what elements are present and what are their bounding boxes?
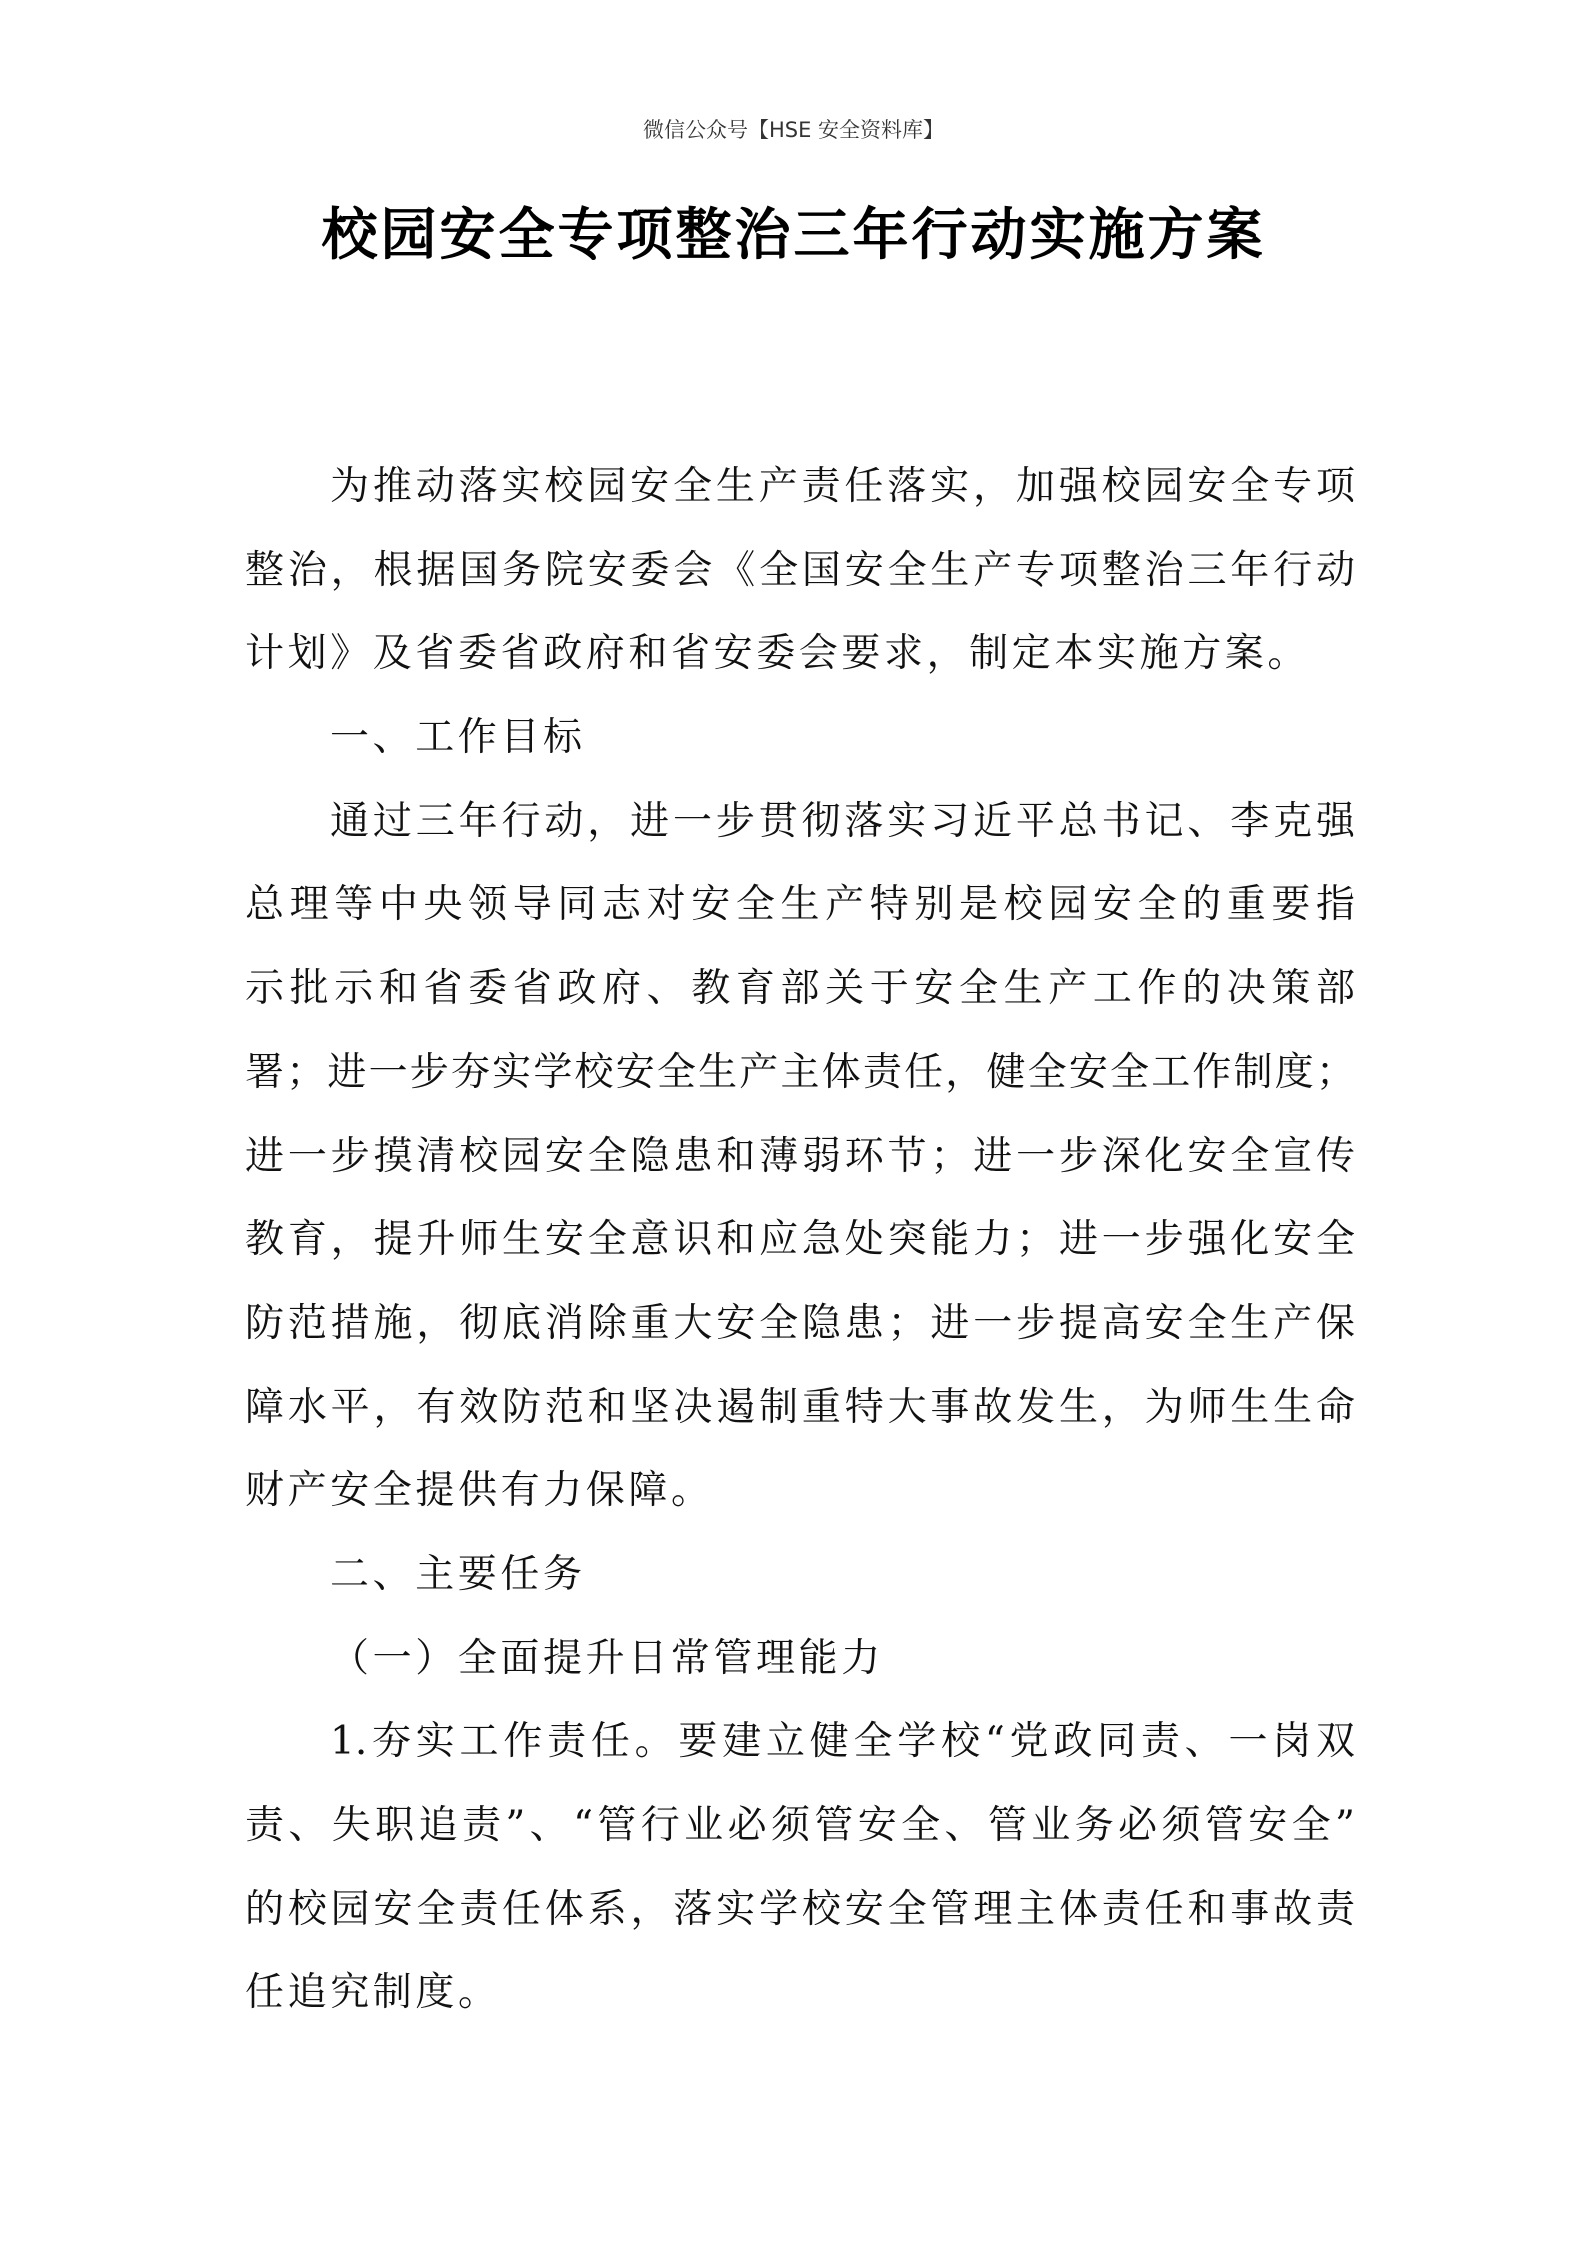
section-heading: 一、工作目标 (330, 715, 586, 761)
intro-line: 整治，根据国务院安委会《全国安全生产专项整治三年行动 (245, 547, 1355, 593)
section-heading: 二、主要任务 (330, 1551, 586, 1597)
goals-line: 教育，提升师生安全意识和应急处突能力；进一步强化安全 (245, 1217, 1355, 1263)
document-body (245, 445, 1355, 2035)
goals-line: 示批示和省委省政府、教育部关于安全生产工作的决策部 (245, 966, 1355, 1012)
goals-line: 进一步摸清校园安全隐患和薄弱环节；进一步深化安全宣传 (245, 1133, 1355, 1179)
intro-line: 为推动落实校园安全生产责任落实，加强校园安全专项 (330, 464, 1355, 509)
goals-paragraph (245, 780, 1355, 1533)
item-1-line: 1.夯实工作责任。要建立健全学校“党政同责、一岗双 (330, 1719, 1355, 1765)
source-label: 微信公众号【HSE 安全资料库】 (642, 118, 945, 142)
item-1-line: 的校园安全责任体系，落实学校安全管理主体责任和事故责 (245, 1886, 1355, 1932)
goals-line: 障水平，有效防范和坚决遏制重特大事故发生，为师生生命 (245, 1384, 1355, 1430)
subsection-heading-daily-management (245, 1617, 1355, 1701)
section-heading-goals (245, 696, 1355, 780)
document-title: 校园安全专项整治三年行动实施方案 (321, 202, 1266, 268)
item-1-line: 责、失职追责”、“管行业必须管安全、管业务必须管安全” (245, 1803, 1355, 1848)
goals-line: 总理等中央领导同志对安全生产特别是校园安全的重要指 (245, 882, 1355, 928)
goals-line: 防范措施，彻底消除重大安全隐患；进一步提高安全生产保 (245, 1300, 1355, 1346)
intro-line: 计划》及省委省政府和省安委会要求，制定本实施方案。 (245, 631, 1311, 677)
subsection-heading: （一）全面提升日常管理能力 (330, 1635, 884, 1681)
goals-line: 署；进一步夯实学校安全生产主体责任，健全安全工作制度； (245, 1049, 1355, 1095)
section-heading-tasks (245, 1533, 1355, 1617)
item-1-paragraph (245, 1700, 1355, 2035)
item-1-line: 任追究制度。 (245, 1970, 501, 2016)
goals-line: 通过三年行动，进一步贯彻落实习近平总书记、李克强 (330, 798, 1355, 844)
goals-line: 财产安全提供有力保障。 (245, 1468, 714, 1514)
intro-paragraph (245, 445, 1355, 696)
